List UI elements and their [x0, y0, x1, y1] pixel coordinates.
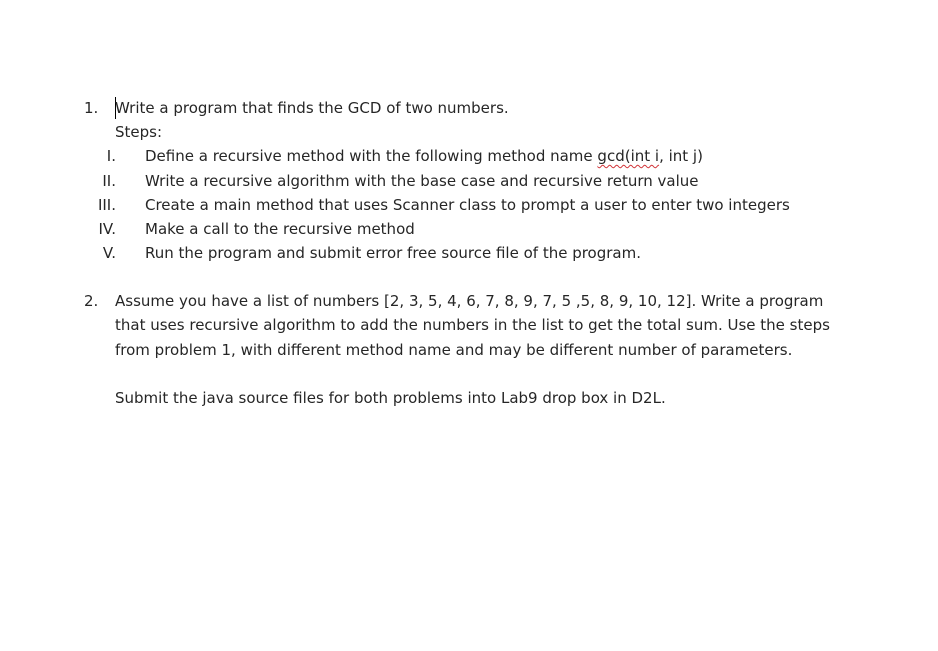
step-4-text: Make a call to the recursive method: [145, 220, 415, 238]
spellcheck-flagged-text[interactable]: gcd(int i: [597, 147, 660, 165]
submit-instructions: Submit the java source files for both problems into Lab9 drop box in D2L.: [115, 389, 666, 407]
steps-label: Steps:: [115, 123, 163, 141]
step-3-numeral: III.: [97, 196, 116, 214]
step-1-numeral: I.: [106, 147, 116, 165]
problem-1-title: Write a program that finds the GCD of two numbers.: [115, 99, 509, 117]
step-2-text: Write a recursive algorithm with the base case and recursive return value: [145, 172, 699, 190]
step-4-numeral: IV.: [98, 220, 116, 238]
step-2-numeral: II.: [102, 172, 116, 190]
problem-1-number: 1.: [84, 99, 99, 117]
problem-2-line-3: from problem 1, with different method name and may be different number of parameters.: [115, 341, 793, 359]
step-1-text-after: , int j): [659, 147, 703, 165]
problem-2-line-2: that uses recursive algorithm to add the numbers in the list to get the total sum. Use the steps: [115, 316, 830, 334]
step-1-text-before: Define a recursive method with the following method name: [145, 147, 598, 165]
step-5-text: Run the program and submit error free source file of the program.: [145, 244, 641, 262]
step-5-numeral: V.: [102, 244, 116, 262]
step-3-text: Create a main method that uses Scanner class to prompt a user to enter two integers: [145, 196, 790, 214]
step-1-text: [145, 146, 703, 166]
problem-2-number: 2.: [84, 292, 99, 310]
problem-2-line-1: Assume you have a list of numbers [2, 3, 5, 4, 6, 7, 8, 9, 7, 5 ,5, 8, 9, 10, 12]. Write a program: [115, 292, 824, 310]
